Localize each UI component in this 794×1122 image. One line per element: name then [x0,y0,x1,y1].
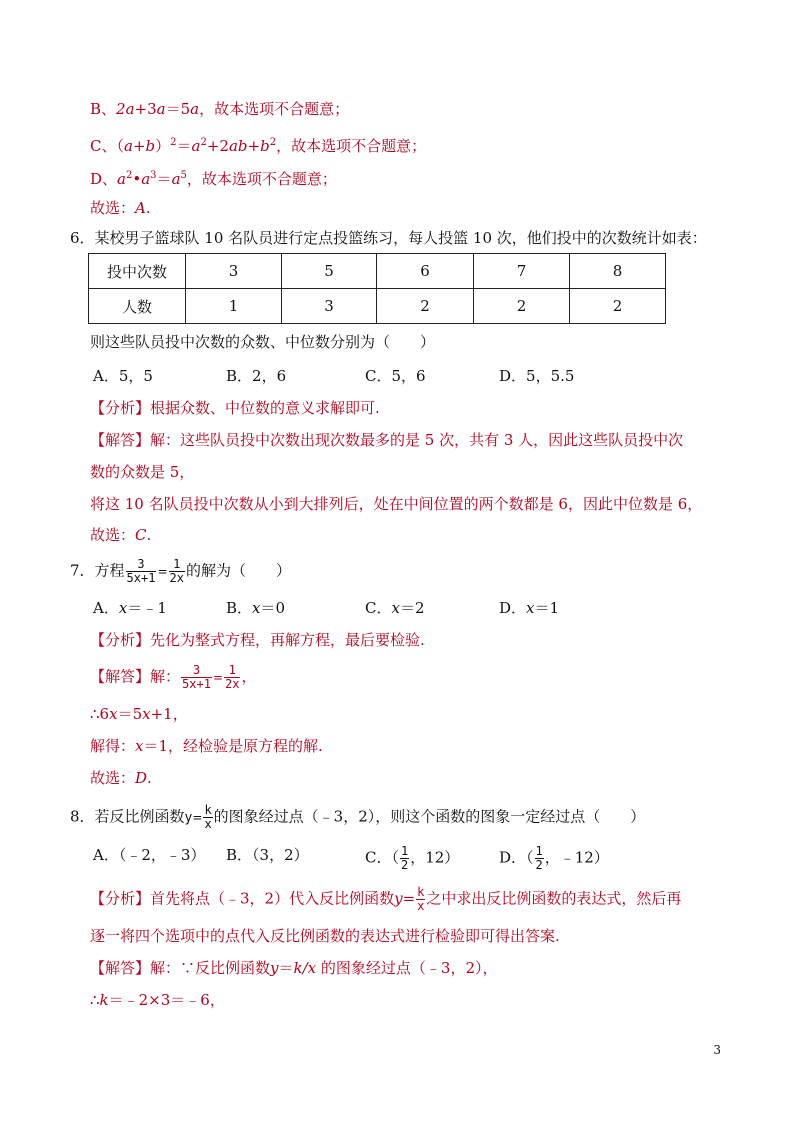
var: x [135,737,144,755]
text: ＝2 [399,599,425,617]
text: = [157,564,168,579]
exponent: 2 [170,137,177,148]
text: ＝﹣1 [127,599,167,617]
q6-analysis [90,398,380,418]
var: a [171,170,181,188]
text: ＝1，经检验是原方程的解. [143,737,323,755]
var: 2a [116,100,135,118]
table-cell: 2 [377,289,474,324]
table-cell: 投中次数 [89,254,186,289]
q7-option-b [226,598,285,618]
text: 7．方程 [70,561,125,580]
q8-option-a: A．（﹣2，﹣3） [93,846,206,864]
exponent: 2 [125,170,133,181]
q8-option-d [499,845,609,872]
numerator: k [417,885,425,899]
text: ＝1 [534,599,560,617]
text: ，12） [410,848,460,867]
text: . [147,769,152,787]
text: 解：这些队员投中次数出现次数最多的是 5 次，共有 3 人，因此这些队员投中次 [150,431,684,449]
exponent: 2 [269,137,277,148]
q6-answer-line-3: 将这 10 名队员投中次数从小到大排列后，处在中间位置的两个数都是 6，因此中位数是 6， [90,495,703,513]
text: +3 [134,100,157,118]
text: 解： [150,667,181,686]
fraction [224,664,240,691]
table-cell: 2 [570,289,666,324]
q6-conclusion [90,525,151,545]
var: D [135,769,148,787]
text: ∴ [90,991,100,1009]
exponent: 3 [150,170,157,181]
q8-step [90,990,225,1010]
var: k/x [293,959,317,977]
text: +1， [150,705,188,723]
denominator: x [417,899,425,913]
fraction [203,804,212,831]
text: 的解为（ ） [185,561,291,580]
text: ） [155,137,171,155]
var: b [145,137,156,155]
numerator: k [204,803,212,817]
q7-analysis [90,630,425,650]
text: ＝5 [165,100,191,118]
table-row [89,254,666,289]
text: ＝ [278,959,294,977]
q7-conclusion [90,768,152,788]
fraction [126,558,157,585]
q7-step-2 [90,736,323,756]
table-cell: 8 [570,254,666,289]
denominator: 2x [225,677,240,691]
label: A． [93,599,119,617]
q6-stem: 6．某校男子篮球队 10 名队员进行定点投篮练习，每人投篮 10 次，他们投中的次数统计如表： [70,229,707,247]
text: . [146,526,152,544]
q6-option-b: B．2，6 [226,367,287,385]
option-b-explanation [90,99,349,119]
text: 的图象经过点（﹣3，2）， [316,959,498,977]
q5-conclusion [90,198,151,218]
table-cell: 3 [186,254,282,289]
tag: 【解答】 [90,667,151,686]
exponent: 2 [200,137,207,148]
var: x [391,599,400,617]
table-cell: 3 [282,289,377,324]
var: x [252,599,261,617]
q8-analysis-line-1 [90,886,681,913]
text: ＝0 [260,599,286,617]
var: y [270,959,279,977]
numerator: 3 [181,664,212,678]
fraction [535,845,544,872]
label: C． [365,599,392,617]
var: k [99,991,109,1009]
text: 首先将点（﹣3，2）代入反比例函数 [150,889,395,908]
text: 之中求出反比例函数的表达式，然后再 [426,889,682,908]
table-cell: 6 [377,254,474,289]
denominator: 5x+1 [126,571,156,585]
tag: 【解答】 [90,959,151,977]
q6-option-d: D．5，5.5 [499,367,575,385]
q8-option-b: B．（3，2） [226,846,309,864]
q7-stem [70,558,291,585]
q6-option-c: C．5，6 [365,367,426,385]
q6-answer-line-1 [90,430,683,450]
text: ＝ [156,170,172,188]
table-cell: 人数 [89,289,186,324]
q8-option-c [365,845,459,872]
text: ，故本选项不合题意； [276,137,427,155]
table-cell: 1 [186,289,282,324]
text: + [247,137,261,155]
q8-answer [90,958,498,978]
table-row [89,289,666,324]
text: 故选： [90,769,136,787]
text: 先化为整式方程，再解方程，最后要检验. [150,631,425,649]
text: ＝5 [117,705,143,723]
var: y [394,889,403,908]
var: y [184,810,193,826]
q7-answer [90,664,256,691]
q6-option-a: A．5，5 [93,367,153,385]
text: 8．若反比例函数 [70,807,185,826]
tag: 【分析】 [90,631,151,649]
text: C、（ [90,137,124,155]
q6-question: 则这些队员投中次数的众数、中位数分别为（ ） [90,333,436,351]
numerator: 1 [535,844,543,858]
text: = [402,889,416,908]
label: B． [226,599,253,617]
numerator: 1 [224,664,240,678]
denominator: 2 [535,858,543,872]
var: a [141,170,151,188]
var: x [109,705,118,723]
text: . [145,199,151,217]
var: ab [228,137,248,155]
fraction [169,558,185,585]
var: a [117,170,126,188]
text: • [132,170,142,188]
text: ＝﹣2×3＝﹣6， [108,991,225,1009]
text: = [192,810,203,825]
tag: 【分析】 [90,399,151,417]
text: C．（ [365,848,399,867]
text: B、 [90,100,117,118]
q6-answer-line-2: 数的众数是 5， [90,463,195,481]
q7-option-d [499,598,559,618]
text: D、 [90,170,118,188]
text: ，﹣12） [544,848,609,867]
text: 解得： [90,737,136,755]
denominator: x [204,817,212,831]
option-c-explanation [90,133,426,156]
table-cell: 2 [474,289,570,324]
fraction [181,664,212,691]
denominator: 2x [169,571,184,585]
text: ， [241,667,257,686]
text: ∴6 [90,705,110,723]
option-d-explanation [90,166,337,189]
exponent: 5 [180,170,187,181]
text: 根据众数、中位数的意义求解即可. [150,399,380,417]
text: D．（ [499,848,534,867]
numerator: 1 [400,844,409,858]
var: a [123,137,133,155]
q7-step-1 [90,704,188,724]
text: ，故本选项不合题意； [199,100,350,118]
text: ＝ [176,137,192,155]
text: 的图象经过点（﹣3，2），则这个函数的图象一定经过点（ ） [213,807,646,826]
denominator: 2 [400,858,409,872]
text: ，故本选项不合题意； [186,170,337,188]
var: C [135,526,147,544]
var: x [526,599,535,617]
var: a [156,100,166,118]
fraction [400,845,409,872]
text: = [212,670,223,685]
var: a [190,100,200,118]
var: x [142,705,151,723]
page-number: 3 [713,1043,721,1057]
tag: 【分析】 [90,889,151,908]
q8-analysis-line-2: 逐一将四个选项中的点代入反比例函数的表达式进行检验即可得出答案. [90,927,560,945]
table-cell: 7 [474,254,570,289]
text: 故选： [90,526,136,544]
tag: 【解答】 [90,431,151,449]
q7-option-a [93,598,167,618]
fraction [416,886,425,913]
text: + [132,137,146,155]
text: +2 [206,137,229,155]
var: b [260,137,270,155]
q6-stat-table [88,253,666,324]
var: x [118,599,128,617]
q7-option-c [365,598,425,618]
text: 故选： [90,199,136,217]
numerator: 1 [169,558,185,572]
denominator: 5x+1 [182,677,211,691]
q8-stem [70,804,645,831]
numerator: 3 [126,558,157,572]
var: a [191,137,201,155]
table-cell: 5 [282,254,377,289]
label: D． [499,599,527,617]
text: 解：∵反比例函数 [150,959,271,977]
var: A [135,199,146,217]
